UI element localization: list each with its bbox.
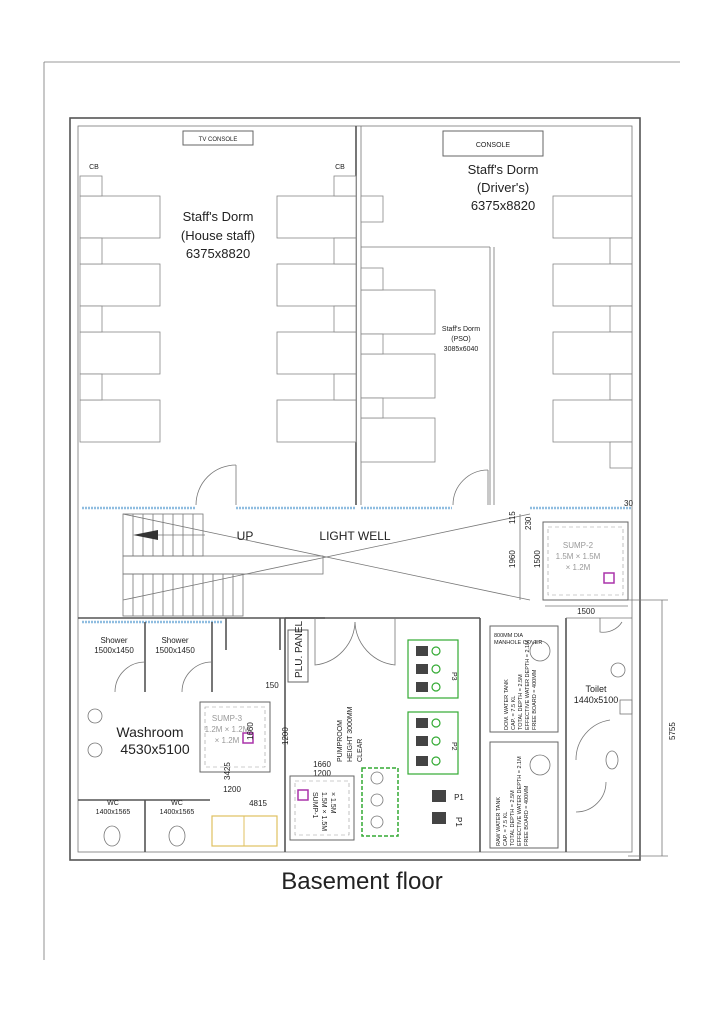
wc-2-size: 1400x1565 (159, 809, 195, 816)
dim-3425: 3425 (223, 762, 232, 780)
raw-tank-line3: TOTAL DEPTH = 2.5M (510, 790, 516, 846)
pump-p1a-label: P1 (454, 793, 464, 802)
pump-p1b-label: P1 (454, 817, 463, 827)
wc-2-toilet-icon (169, 826, 185, 846)
dom-tank-line2: CAP. = 7.5 KL (511, 695, 517, 730)
dom-tank-line1: DOM. WATER TANK (504, 679, 510, 730)
sump-2 (543, 522, 628, 600)
dim-1660-horizontal: 1660 (313, 760, 331, 769)
staircase (123, 514, 323, 616)
toilet-label: Toilet (585, 684, 607, 694)
raw-tank-line4: EFFECTIVE WATER DEPTH = 2.1M (517, 756, 523, 846)
sump-2-size: 1.5M × 1.5M (555, 552, 601, 561)
cb-right-label: CB (335, 164, 345, 171)
pumproom-label: PUMPROOM (337, 720, 344, 762)
dorm-house-subtitle: (House staff) (180, 228, 256, 243)
sump-1-title: SUMP-1 (311, 792, 318, 819)
toilet-size: 1440x5100 (573, 695, 619, 705)
dorm-doors (196, 465, 488, 505)
wc-1-size: 1400x1565 (95, 809, 131, 816)
dorm-drivers-size: 6375x8820 (470, 198, 536, 213)
cb-left-label: CB (89, 164, 99, 171)
dom-tank-line3: TOTAL DEPTH = 2.5M (518, 674, 524, 730)
wc-1-label: WC (107, 800, 119, 807)
pumproom-clear: CLEAR (357, 738, 364, 762)
filter-vessels (362, 768, 398, 836)
beds-drivers (553, 196, 632, 468)
stair-arrow-icon (133, 530, 158, 540)
dorm-pso-title: Staff's Dorm (441, 326, 481, 333)
raw-tank-manhole-icon (530, 755, 550, 775)
tv-console-label: TV CONSOLE (198, 137, 238, 143)
dim-1660-vertical: 1660 (246, 722, 255, 740)
toilet-washbasin-icon (611, 663, 625, 677)
sump-3-depth: × 1.2M (214, 736, 240, 745)
dim-1960: 1960 (508, 550, 517, 568)
washroom-label: Washroom (116, 724, 184, 740)
stair-up-label: UP (236, 529, 254, 543)
dim-1200-b: 1200 (313, 769, 331, 778)
beds-house-left (80, 176, 160, 442)
pump-p3-label: P3 (450, 672, 457, 681)
dorm-pso-subtitle: (PSO) (451, 336, 471, 343)
pumproom-door-right (355, 618, 395, 665)
pumproom-height: HEIGHT 3000MM (347, 706, 354, 762)
wc-2-label: WC (171, 800, 183, 807)
pumproom-door-left (315, 618, 355, 665)
dim-1200-a: 1200 (223, 785, 241, 794)
washroom-size: 4530x5100 (120, 741, 190, 757)
sump-3-title: SUMP-3 (211, 714, 243, 723)
dorm-drivers-title: Staff's Dorm (467, 162, 539, 177)
dim-1200-vertical: 1200 (281, 727, 290, 745)
light-well-label: LIGHT WELL (319, 529, 391, 543)
pump-set-p3 (408, 640, 458, 698)
shower-2-label: Shower (161, 636, 189, 645)
raw-tank-line2: CAP. = 7.5 KL (503, 811, 509, 846)
sump-1-pump-icon (298, 790, 308, 800)
toilet-wc-icon (606, 751, 618, 769)
dim-115: 115 (508, 511, 517, 524)
sump-3-size: 1.2M × 1.2M (204, 725, 250, 734)
dim-1500-horizontal: 1500 (577, 607, 595, 616)
dim-150: 150 (265, 681, 279, 690)
raw-tank-line5: FREE BOARD = 400MM (524, 785, 530, 846)
pump-p2-label: P2 (450, 742, 457, 751)
dim-5755: 5755 (668, 722, 677, 740)
wc-1-toilet-icon (104, 826, 120, 846)
beds-pso (361, 196, 435, 462)
raw-tank-line1: RAW WATER TANK (496, 796, 502, 846)
washbasin-2-icon (88, 743, 102, 757)
plu-panel-label: PLU. PANEL (294, 620, 305, 678)
dim-30: 30 (624, 499, 633, 508)
sump-1-size: 1.5M × 1.5M (320, 792, 327, 832)
dorm-drivers-subtitle: (Driver's) (476, 180, 530, 195)
shower-1-size: 1500x1450 (94, 646, 134, 655)
beds-house-right (277, 176, 356, 442)
dom-tank-line5: FREE BOARD = 400MM (532, 669, 538, 730)
sump-2-pump-icon (604, 573, 614, 583)
floor-title: Basement floor (281, 868, 443, 895)
sump-2-title: SUMP-2 (562, 541, 594, 550)
console-label: CONSOLE (475, 142, 511, 149)
pump-p1a-icon (432, 790, 446, 802)
dorm-pso-size: 3085x6040 (443, 346, 479, 353)
dorm-house-size: 6375x8820 (185, 246, 251, 261)
sump-2-depth: × 1.2M (565, 563, 591, 572)
shower-2-size: 1500x1450 (155, 646, 195, 655)
dorm-house-title: Staff's Dorm (182, 209, 254, 224)
dom-tank-line4: EFFECTIVE WATER DEPTH = 2.1M (525, 640, 531, 730)
shower-1-label: Shower (100, 636, 128, 645)
dim-4815: 4815 (249, 799, 267, 808)
manhole-label-2: MANHOLE COVER (494, 640, 543, 646)
sump-1-depth: × 1.5M (329, 792, 336, 814)
manhole-label: 800MM DIA (494, 633, 524, 639)
washbasin-1-icon (88, 709, 102, 723)
pump-p1b-icon (432, 812, 446, 824)
dim-1500-vertical: 1500 (533, 550, 542, 568)
dim-230: 230 (524, 516, 533, 530)
